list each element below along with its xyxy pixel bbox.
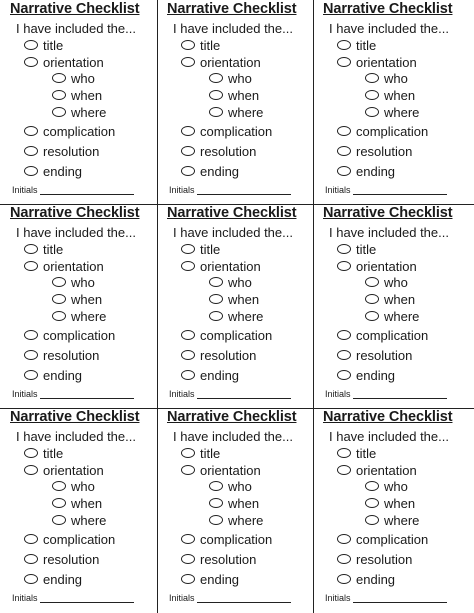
checklist-option[interactable] — [181, 551, 256, 567]
checkbox-bubble-icon[interactable] — [181, 146, 195, 156]
initials-label: Initials — [325, 185, 351, 195]
checkbox-bubble-icon[interactable] — [365, 311, 379, 321]
option-label: resolution — [43, 143, 100, 159]
option-label: ending — [43, 571, 83, 587]
option-label: ending — [200, 367, 240, 383]
checkbox-bubble-icon[interactable] — [337, 574, 351, 584]
checklist-option[interactable] — [24, 445, 63, 461]
checklist-option[interactable] — [365, 104, 419, 120]
checklist-option[interactable] — [24, 37, 63, 53]
checklist-option[interactable] — [24, 531, 115, 547]
checkbox-bubble-icon[interactable] — [24, 146, 38, 156]
checklist-option[interactable] — [365, 512, 419, 528]
checkbox-bubble-icon[interactable] — [52, 90, 66, 100]
checklist-option[interactable] — [181, 445, 220, 461]
initials-label: Initials — [325, 389, 351, 399]
option-label: resolution — [200, 551, 257, 567]
checkbox-bubble-icon[interactable] — [337, 370, 351, 380]
checkbox-bubble-icon[interactable] — [337, 146, 351, 156]
checklist-option[interactable] — [209, 70, 252, 86]
checkbox-bubble-icon[interactable] — [181, 244, 195, 254]
checkbox-bubble-icon[interactable] — [209, 515, 223, 525]
checkbox-bubble-icon[interactable] — [209, 481, 223, 491]
option-label: orientation — [200, 258, 261, 274]
option-label: orientation — [200, 54, 261, 70]
option-label: complication — [356, 531, 429, 547]
checklist-option[interactable] — [209, 274, 252, 290]
checklist-option[interactable] — [365, 291, 415, 307]
checklist-option[interactable] — [52, 70, 95, 86]
initials-field[interactable] — [12, 389, 134, 399]
checklist-option[interactable] — [181, 571, 239, 587]
checklist-title: Narrative Checklist — [167, 1, 297, 17]
checklist-option[interactable] — [337, 367, 395, 383]
initials-field[interactable] — [12, 593, 134, 603]
checkbox-bubble-icon[interactable] — [181, 126, 195, 136]
checkbox-bubble-icon[interactable] — [181, 465, 195, 475]
checklist-option[interactable] — [52, 104, 106, 120]
checklist-option[interactable] — [52, 478, 95, 494]
checkbox-bubble-icon[interactable] — [337, 126, 351, 136]
option-label: where — [384, 512, 420, 528]
checkbox-bubble-icon[interactable] — [181, 448, 195, 458]
checkbox-bubble-icon[interactable] — [365, 498, 379, 508]
checklist-card — [0, 408, 156, 612]
checkbox-bubble-icon[interactable] — [24, 166, 38, 176]
initials-label: Initials — [12, 389, 38, 399]
initials-label: Initials — [12, 185, 38, 195]
checkbox-bubble-icon[interactable] — [52, 498, 66, 508]
checkbox-bubble-icon[interactable] — [181, 534, 195, 544]
option-label: title — [356, 37, 377, 53]
checkbox-bubble-icon[interactable] — [52, 481, 66, 491]
checkbox-bubble-icon[interactable] — [24, 465, 38, 475]
option-label: where — [71, 308, 107, 324]
checkbox-bubble-icon[interactable] — [365, 107, 379, 117]
checkbox-bubble-icon[interactable] — [181, 40, 195, 50]
initials-field[interactable] — [325, 185, 447, 195]
checkbox-bubble-icon[interactable] — [24, 448, 38, 458]
option-label: ending — [200, 571, 240, 587]
checkbox-bubble-icon[interactable] — [181, 574, 195, 584]
option-label: who — [228, 478, 252, 494]
checkbox-bubble-icon[interactable] — [337, 330, 351, 340]
checklist-option[interactable] — [365, 274, 408, 290]
option-label: ending — [356, 367, 396, 383]
initials-label: Initials — [169, 185, 195, 195]
checklist-option[interactable] — [181, 367, 239, 383]
checklist-option[interactable] — [24, 347, 99, 363]
option-label: complication — [356, 327, 429, 343]
checkbox-bubble-icon[interactable] — [365, 515, 379, 525]
initials-line[interactable] — [353, 593, 447, 603]
option-label: orientation — [356, 54, 417, 70]
option-label: title — [356, 241, 377, 257]
option-label: who — [384, 274, 408, 290]
option-label: orientation — [43, 258, 104, 274]
option-label: orientation — [43, 54, 104, 70]
checkbox-bubble-icon[interactable] — [181, 57, 195, 67]
checkbox-bubble-icon[interactable] — [181, 166, 195, 176]
initials-line[interactable] — [40, 593, 134, 603]
checklist-option[interactable] — [52, 495, 102, 511]
checklist-title: Narrative Checklist — [167, 205, 297, 221]
checkbox-bubble-icon[interactable] — [24, 554, 38, 564]
checklist-option[interactable] — [24, 571, 82, 587]
checklist-option[interactable] — [337, 531, 428, 547]
option-label: resolution — [356, 143, 413, 159]
option-label: where — [228, 104, 264, 120]
checkbox-bubble-icon[interactable] — [337, 244, 351, 254]
checkbox-bubble-icon[interactable] — [337, 261, 351, 271]
checklist-option[interactable] — [209, 104, 263, 120]
checkbox-bubble-icon[interactable] — [337, 57, 351, 67]
checklist-option[interactable] — [181, 531, 272, 547]
checklist-option[interactable] — [365, 495, 415, 511]
initials-label: Initials — [169, 389, 195, 399]
checklist-option[interactable] — [52, 512, 106, 528]
checkbox-bubble-icon[interactable] — [365, 481, 379, 491]
checklist-intro: I have included the... — [173, 21, 293, 36]
checklist-card — [0, 0, 156, 204]
checkbox-bubble-icon[interactable] — [24, 350, 38, 360]
checklist-option[interactable] — [209, 495, 259, 511]
checklist-option[interactable] — [209, 478, 252, 494]
checklist-option[interactable] — [181, 54, 261, 70]
checkbox-bubble-icon[interactable] — [209, 73, 223, 83]
option-label: complication — [200, 327, 273, 343]
option-label: title — [200, 445, 221, 461]
checkbox-bubble-icon[interactable] — [181, 370, 195, 380]
checklist-option[interactable] — [337, 462, 417, 478]
option-label: when — [71, 495, 103, 511]
checklist-title: Narrative Checklist — [167, 409, 297, 425]
checkbox-bubble-icon[interactable] — [337, 40, 351, 50]
checkbox-bubble-icon[interactable] — [337, 534, 351, 544]
checkbox-bubble-icon[interactable] — [24, 330, 38, 340]
option-label: ending — [43, 367, 83, 383]
checkbox-bubble-icon[interactable] — [181, 330, 195, 340]
initials-label: Initials — [12, 593, 38, 603]
initials-line[interactable] — [353, 389, 447, 399]
checklist-option[interactable] — [52, 308, 106, 324]
option-label: who — [228, 70, 252, 86]
checklist-option[interactable] — [337, 163, 395, 179]
option-label: where — [228, 308, 264, 324]
option-label: title — [43, 241, 64, 257]
checkbox-bubble-icon[interactable] — [52, 73, 66, 83]
initials-field[interactable] — [12, 185, 134, 195]
option-label: orientation — [200, 462, 261, 478]
initials-line[interactable] — [197, 593, 291, 603]
option-label: ending — [356, 163, 396, 179]
checklist-card — [157, 408, 313, 612]
checkbox-bubble-icon[interactable] — [24, 57, 38, 67]
checklist-option[interactable] — [181, 241, 220, 257]
option-label: title — [43, 37, 64, 53]
option-label: resolution — [200, 347, 257, 363]
option-label: complication — [43, 531, 116, 547]
checklist-option[interactable] — [337, 37, 376, 53]
checkbox-bubble-icon[interactable] — [181, 554, 195, 564]
checkbox-bubble-icon[interactable] — [337, 350, 351, 360]
checklist-intro: I have included the... — [173, 225, 293, 240]
checklist-option[interactable] — [24, 143, 99, 159]
checkbox-bubble-icon[interactable] — [52, 277, 66, 287]
checkbox-bubble-icon[interactable] — [337, 554, 351, 564]
option-label: who — [71, 274, 95, 290]
checklist-option[interactable] — [181, 462, 261, 478]
option-label: where — [71, 512, 107, 528]
option-label: complication — [200, 123, 273, 139]
checklist-option[interactable] — [24, 327, 115, 343]
checklist-title: Narrative Checklist — [323, 1, 453, 17]
initials-line[interactable] — [197, 185, 291, 195]
checkbox-bubble-icon[interactable] — [209, 311, 223, 321]
checklist-option[interactable] — [52, 274, 95, 290]
initials-field[interactable] — [169, 389, 291, 399]
option-label: when — [384, 495, 416, 511]
checklist-intro: I have included the... — [16, 225, 136, 240]
initials-field[interactable] — [325, 389, 447, 399]
checklist-option[interactable] — [24, 241, 63, 257]
checklist-title: Narrative Checklist — [10, 409, 140, 425]
checklist-option[interactable] — [209, 291, 259, 307]
initials-line[interactable] — [353, 185, 447, 195]
checklist-option[interactable] — [337, 327, 428, 343]
checklist-card — [313, 204, 469, 408]
checkbox-bubble-icon[interactable] — [24, 40, 38, 50]
option-label: resolution — [356, 347, 413, 363]
checklist-option[interactable] — [181, 123, 272, 139]
checklist-card — [0, 204, 156, 408]
option-label: where — [71, 104, 107, 120]
option-label: when — [71, 87, 103, 103]
checklist-intro: I have included the... — [16, 21, 136, 36]
option-label: resolution — [43, 551, 100, 567]
option-label: when — [228, 291, 260, 307]
checklist-option[interactable] — [365, 70, 408, 86]
checklist-option[interactable] — [181, 163, 239, 179]
checklist-option[interactable] — [52, 87, 102, 103]
checklist-option[interactable] — [337, 347, 412, 363]
checklist-title: Narrative Checklist — [323, 205, 453, 221]
checklist-option[interactable] — [337, 123, 428, 139]
option-label: orientation — [356, 462, 417, 478]
initials-line[interactable] — [40, 389, 134, 399]
checklist-option[interactable] — [24, 123, 115, 139]
checkbox-bubble-icon[interactable] — [337, 448, 351, 458]
checklist-option[interactable] — [24, 462, 104, 478]
checklist-option[interactable] — [181, 37, 220, 53]
checkbox-bubble-icon[interactable] — [209, 90, 223, 100]
checkbox-bubble-icon[interactable] — [209, 277, 223, 287]
checkbox-bubble-icon[interactable] — [24, 244, 38, 254]
checklist-option[interactable] — [337, 551, 412, 567]
option-label: title — [200, 37, 221, 53]
option-label: when — [228, 495, 260, 511]
option-label: complication — [43, 123, 116, 139]
option-label: title — [200, 241, 221, 257]
checklist-option[interactable] — [337, 54, 417, 70]
checkbox-bubble-icon[interactable] — [181, 261, 195, 271]
option-label: ending — [200, 163, 240, 179]
initials-field[interactable] — [169, 593, 291, 603]
option-label: who — [384, 70, 408, 86]
checklist-intro: I have included the... — [329, 21, 449, 36]
checklist-option[interactable] — [209, 512, 263, 528]
checklist-card — [157, 0, 313, 204]
option-label: orientation — [356, 258, 417, 274]
checkbox-bubble-icon[interactable] — [24, 126, 38, 136]
initials-field[interactable] — [325, 593, 447, 603]
checklist-intro: I have included the... — [329, 225, 449, 240]
checkbox-bubble-icon[interactable] — [52, 294, 66, 304]
checklist-option[interactable] — [337, 258, 417, 274]
checklist-title: Narrative Checklist — [10, 1, 140, 17]
checkbox-bubble-icon[interactable] — [337, 465, 351, 475]
option-label: orientation — [43, 462, 104, 478]
checklist-title: Narrative Checklist — [323, 409, 453, 425]
option-label: ending — [356, 571, 396, 587]
checklist-option[interactable] — [209, 87, 259, 103]
checklist-option[interactable] — [209, 308, 263, 324]
checklist-option[interactable] — [337, 445, 376, 461]
initials-line[interactable] — [40, 185, 134, 195]
checklist-title: Narrative Checklist — [10, 205, 140, 221]
option-label: who — [71, 478, 95, 494]
option-label: where — [384, 104, 420, 120]
initials-field[interactable] — [169, 185, 291, 195]
option-label: who — [384, 478, 408, 494]
checkbox-bubble-icon[interactable] — [52, 107, 66, 117]
option-label: title — [356, 445, 377, 461]
checklist-option[interactable] — [365, 87, 415, 103]
checklist-option[interactable] — [365, 308, 419, 324]
checklist-option[interactable] — [337, 143, 412, 159]
checklist-intro: I have included the... — [329, 429, 449, 444]
checklist-card — [313, 408, 469, 612]
checkbox-bubble-icon[interactable] — [24, 370, 38, 380]
checklist-card — [157, 204, 313, 408]
checkbox-bubble-icon[interactable] — [209, 498, 223, 508]
option-label: when — [384, 87, 416, 103]
checklist-option[interactable] — [181, 347, 256, 363]
option-label: who — [71, 70, 95, 86]
checkbox-bubble-icon[interactable] — [24, 534, 38, 544]
checkbox-bubble-icon[interactable] — [365, 294, 379, 304]
checkbox-bubble-icon[interactable] — [24, 261, 38, 271]
option-label: who — [228, 274, 252, 290]
checklist-option[interactable] — [365, 478, 408, 494]
option-label: when — [384, 291, 416, 307]
option-label: resolution — [200, 143, 257, 159]
option-label: when — [228, 87, 260, 103]
checkbox-bubble-icon[interactable] — [209, 107, 223, 117]
option-label: where — [384, 308, 420, 324]
initials-line[interactable] — [197, 389, 291, 399]
option-label: complication — [200, 531, 273, 547]
checklist-option[interactable] — [24, 367, 82, 383]
option-label: complication — [43, 327, 116, 343]
checkbox-bubble-icon[interactable] — [365, 90, 379, 100]
checklist-option[interactable] — [181, 258, 261, 274]
checklist-option[interactable] — [181, 143, 256, 159]
checklist-option[interactable] — [337, 241, 376, 257]
checklist-option[interactable] — [337, 571, 395, 587]
option-label: complication — [356, 123, 429, 139]
option-label: resolution — [43, 347, 100, 363]
checklist-option[interactable] — [24, 54, 104, 70]
checklist-option[interactable] — [24, 551, 99, 567]
checkbox-bubble-icon[interactable] — [52, 515, 66, 525]
checklist-intro: I have included the... — [16, 429, 136, 444]
checkbox-bubble-icon[interactable] — [24, 574, 38, 584]
option-label: ending — [43, 163, 83, 179]
initials-label: Initials — [325, 593, 351, 603]
checkbox-bubble-icon[interactable] — [209, 294, 223, 304]
option-label: resolution — [356, 551, 413, 567]
checkbox-bubble-icon[interactable] — [52, 311, 66, 321]
checklist-option[interactable] — [24, 163, 82, 179]
checklist-option[interactable] — [181, 327, 272, 343]
checklist-option[interactable] — [24, 258, 104, 274]
checkbox-bubble-icon[interactable] — [365, 277, 379, 287]
checkbox-bubble-icon[interactable] — [181, 350, 195, 360]
option-label: title — [43, 445, 64, 461]
option-label: when — [71, 291, 103, 307]
checklist-option[interactable] — [52, 291, 102, 307]
initials-label: Initials — [169, 593, 195, 603]
option-label: where — [228, 512, 264, 528]
checklist-intro: I have included the... — [173, 429, 293, 444]
checkbox-bubble-icon[interactable] — [337, 166, 351, 176]
checklist-card — [313, 0, 469, 204]
checkbox-bubble-icon[interactable] — [365, 73, 379, 83]
